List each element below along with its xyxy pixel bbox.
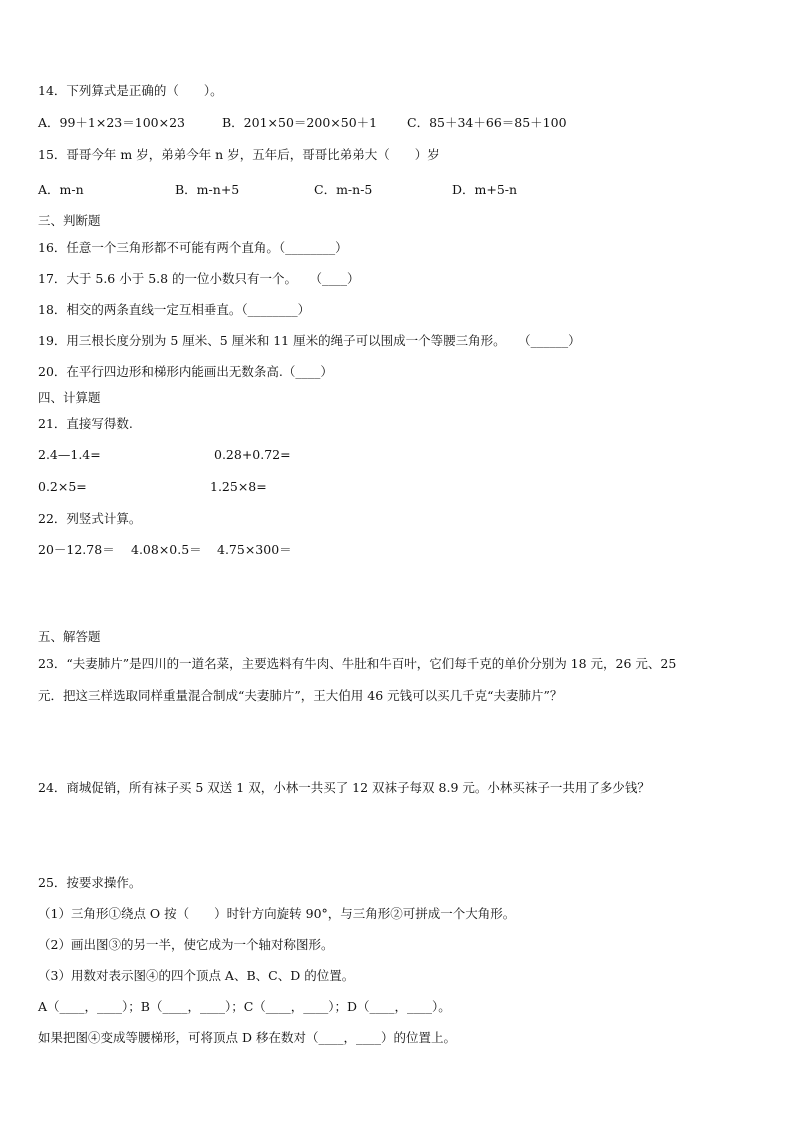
q23-line-2: 元．把这三样选取同样重量混合制成“夫妻肺片”，王大伯用 46 元钱可以买几千克“夫妻肺片”？: [38, 688, 563, 703]
q25-sub-1: （1）三角形①绕点 O 按（ ）时针方向旋转 90°，与三角形②可拼成一个大角形。: [38, 906, 516, 921]
q22-item-3: 4.75×300＝: [217, 542, 292, 557]
q14-option-a: A．99＋1×23＝100×23: [38, 115, 186, 130]
q22-stem: 22．列竖式计算。: [38, 511, 142, 526]
q25-last: 如果把图④变成等腰梯形，可将顶点 D 移在数对（____，____）的位置上。: [38, 1030, 456, 1045]
q17: 17．大于 5.6 小于 5.8 的一位小数只有一个。 （____）: [38, 271, 360, 286]
q14-stem: 14．下列算式是正确的（ ）。: [38, 83, 223, 98]
q16: 16．任意一个三角形都不可能有两个直角。（________）: [38, 240, 348, 255]
q25-coordinates: A（____，____）；B（____，____）；C（____，____）；D（____，____）。: [38, 999, 451, 1014]
q18: 18．相交的两条直线一定互相垂直。（________）: [38, 302, 311, 317]
q14-option-b: B．201×50＝200×50＋1: [222, 115, 378, 130]
q25-sub-3: （3）用数对表示图④的四个顶点 A、B、C、D 的位置。: [38, 968, 355, 983]
q21-item-3: 0.2×5=: [38, 479, 87, 494]
section-3-title: 三、判断题: [38, 213, 101, 228]
q15-option-b: B．m-n+5: [175, 182, 240, 197]
q15-option-d: D．m+5-n: [452, 182, 518, 197]
q22-item-1: 20－12.78＝: [38, 542, 115, 557]
q25-sub-2: （2）画出图③的另一半，使它成为一个轴对称图形。: [38, 937, 334, 952]
q20: 20．在平行四边形和梯形内能画出无数条高.（____）: [38, 364, 333, 379]
q21-item-2: 0.28+0.72=: [214, 447, 291, 462]
q14-option-c: C．85＋34＋66＝85＋100: [407, 115, 567, 130]
q22-item-2: 4.08×0.5＝: [131, 542, 202, 557]
q24: 24．商城促销，所有袜子买 5 双送 1 双，小林一共买了 12 双袜子每双 8.9 元。小林买袜子一共用了多少钱？: [38, 780, 650, 795]
section-5-title: 五、解答题: [38, 629, 101, 644]
q15-option-a: A．m-n: [38, 182, 84, 197]
q15-stem: 15．哥哥今年 m 岁，弟弟今年 n 岁，五年后，哥哥比弟弟大（ ）岁: [38, 147, 440, 162]
q25-stem: 25．按要求操作。: [38, 875, 142, 890]
section-4-title: 四、计算题: [38, 390, 101, 405]
q19: 19．用三根长度分别为 5 厘米、5 厘米和 11 厘米的绳子可以围成一个等腰三角形。 （______）: [38, 333, 581, 348]
q21-item-1: 2.4—1.4=: [38, 447, 101, 462]
q21-item-4: 1.25×8=: [210, 479, 267, 494]
q21-stem: 21．直接写得数.: [38, 416, 133, 431]
q15-option-c: C．m-n-5: [314, 182, 373, 197]
q23-line-1: 23．“夫妻肺片”是四川的一道名菜，主要选料有牛肉、牛肚和牛百叶，它们每千克的单价分别为 18 元，26 元、25: [38, 656, 677, 671]
